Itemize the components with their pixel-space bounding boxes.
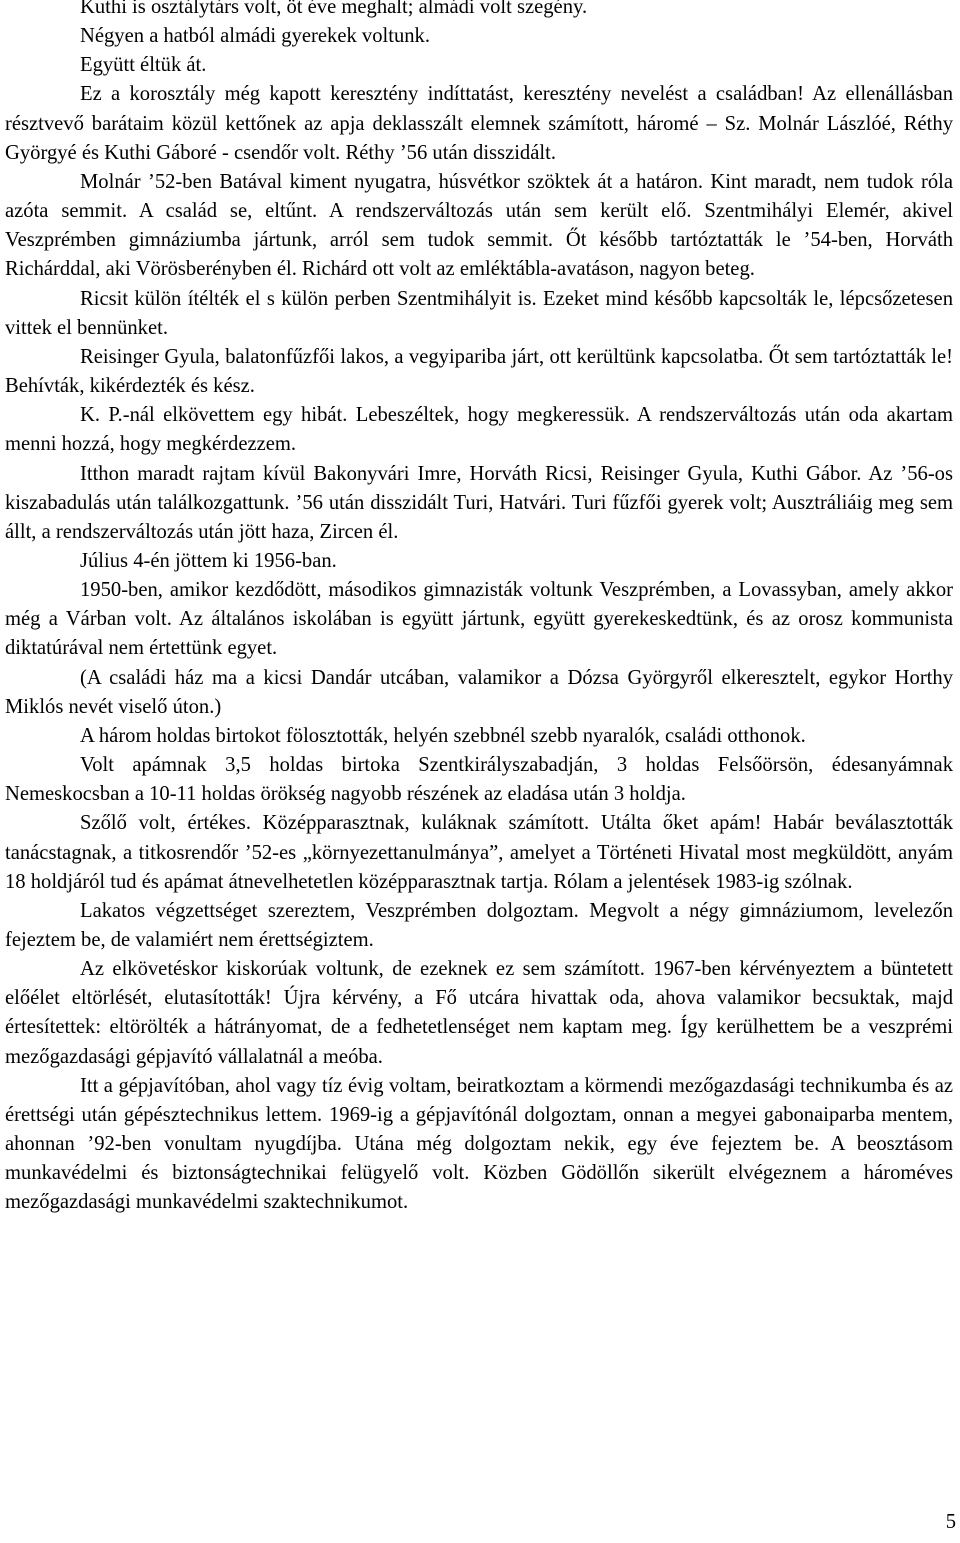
paragraph: Lakatos végzettséget szereztem, Veszprémben dolgoztam. Megvolt a négy gimnáziumom, levelezőn fejeztem be, de valamiért nem érettségiztem.: [5, 899, 953, 951]
paragraph: Reisinger Gyula, balatonfűzfői lakos, a vegyipariba járt, ott kerültünk kapcsolatba. Őt sem tartóztatták le! Behívták, kikérdezték és kész.: [5, 345, 953, 398]
paragraph: Molnár ’52-ben Batával kiment nyugatra, húsvétkor szöktek át a határon. Kint maradt, nem tudok róla azóta semmit. A család se, eltűnt. A rendszerváltozás után sem került elő. Szentmihályi Elemér, akivel Veszprémben gimnáziumba jártunk, arról sem tudok semmit. Őt később tartóztatták le ’54-ben, Horváth Richárddal, aki Vörösberényben él. Richárd ott volt az emléktábla-avatáson, nagyon beteg.: [5, 170, 953, 281]
paragraph: Az elkövetéskor kiskorúak voltunk, de ezeknek ez sem számított. 1967-ben kérvényeztem a büntetett előélet eltörlését, elutasították! Újra kérvény, a Fő utcára hivattak oda, ahova valamikor becsuktak, majd értesítettek: eltörölték a hátrányomat, de a fedhetetlenséget nem kaptam meg. Így kerülhettem be a veszprémi mezőgazdasági gépjavító vállalatnál a meóba.: [5, 958, 953, 1068]
paragraph: Négyen a hatból almádi gyerekek voltunk.: [80, 25, 430, 48]
body-text: [5, 0, 953, 1218]
paragraph: K. P.-nál elkövettem egy hibát. Lebeszéltek, hogy megkeressük. A rendszerváltozás után oda akartam menni hozzá, hogy megkérdezzem.: [5, 404, 953, 456]
paragraph: Július 4-én jöttem ki 1956-ban.: [80, 549, 337, 572]
paragraph: Szőlő volt, értékes. Középparasztnak, kuláknak számított. Utálta őket apám! Habár beválasztották tanácstagnak, a titkosrendőr ’52-es „környezettanulmánya”, amelyet a Történeti Hivatal most megküldött, anyám 18 holdjáról tud és apámat átnevelhetetlen középparasztnak tartja. Rólam a jelentések 1983-ig szólnak.: [5, 812, 953, 893]
paragraph: Kuthi is osztálytárs volt, öt éve meghalt; almádi volt szegény.: [80, 0, 588, 18]
paragraph: Ricsit külön ítélték el s külön perben Szentmihályit is. Ezeket mind később kapcsolták le, lépcsőzetesen vittek el bennünket.: [5, 287, 953, 339]
page-number: 5: [945, 1511, 956, 1533]
paragraph: Együtt éltük át.: [80, 54, 207, 77]
paragraph: A három holdas birtokot fölosztották, helyén szebbnél szebb nyaralók, családi otthonok.: [80, 724, 806, 747]
paragraph: Ez a korosztály még kapott keresztény indíttatást, keresztény nevelést a családban! Az ellenállásban résztvevő barátaim közül kettőnek az apja deklasszált elemnek számított, háromé – Sz. Molnár Lászlóé, Réthy Györgyé és Kuthi Gáboré - csendőr volt. Réthy ’56 után disszidált.: [5, 83, 953, 164]
paragraph: Itt a gépjavítóban, ahol vagy tíz évig voltam, beiratkoztam a körmendi mezőgazdasági technikumba és az érettségi után gépésztechnikus lettem. 1969-ig a gépjavítónál dolgoztam, onnan a megyei gabonaiparba mentem, ahonnan ’92-ben vonultam nyugdíjba. Utána még dolgoztam nekik, egy éve fejeztem be. A beosztásom munkavédelmi és biztonságtechnikai felügyelő volt. Közben Gödöllőn sikerült elvégeznem a hároméves mezőgazdasági munkavédelmi szaktechnikumot.: [5, 1074, 953, 1214]
paragraph: Volt apámnak 3,5 holdas birtoka Szentkirályszabadján, 3 holdas Felsőörsön, édesanyámnak Nemeskocsban a 10-11 holdas örökség nagyobb részének az eladása után 3 holdja.: [5, 754, 953, 806]
paragraph: 1950-ben, amikor kezdődött, másodikos gimnazisták voltunk Veszprémben, a Lovassyban, amely akkor még a Várban volt. Az általános iskolában is együtt jártunk, együtt gyerekeskedtünk, és az orosz kommunista diktatúrával nem értettünk egyet.: [5, 579, 953, 660]
paragraph: (A családi ház ma a kicsi Dandár utcában, valamikor a Dózsa Györgyről elkeresztelt, egykor Horthy Miklós nevét viselő úton.): [5, 666, 953, 718]
paragraph: Itthon maradt rajtam kívül Bakonyvári Imre, Horváth Ricsi, Reisinger Gyula, Kuthi Gábor. Az ’56-os kiszabadulás után találkozgattunk. ’56 után disszidált Turi, Hatvári. Turi fűzfői gyerek volt; Ausztráliáig meg sem állt, a rendszerváltozás után jött haza, Zircen él.: [5, 462, 953, 543]
